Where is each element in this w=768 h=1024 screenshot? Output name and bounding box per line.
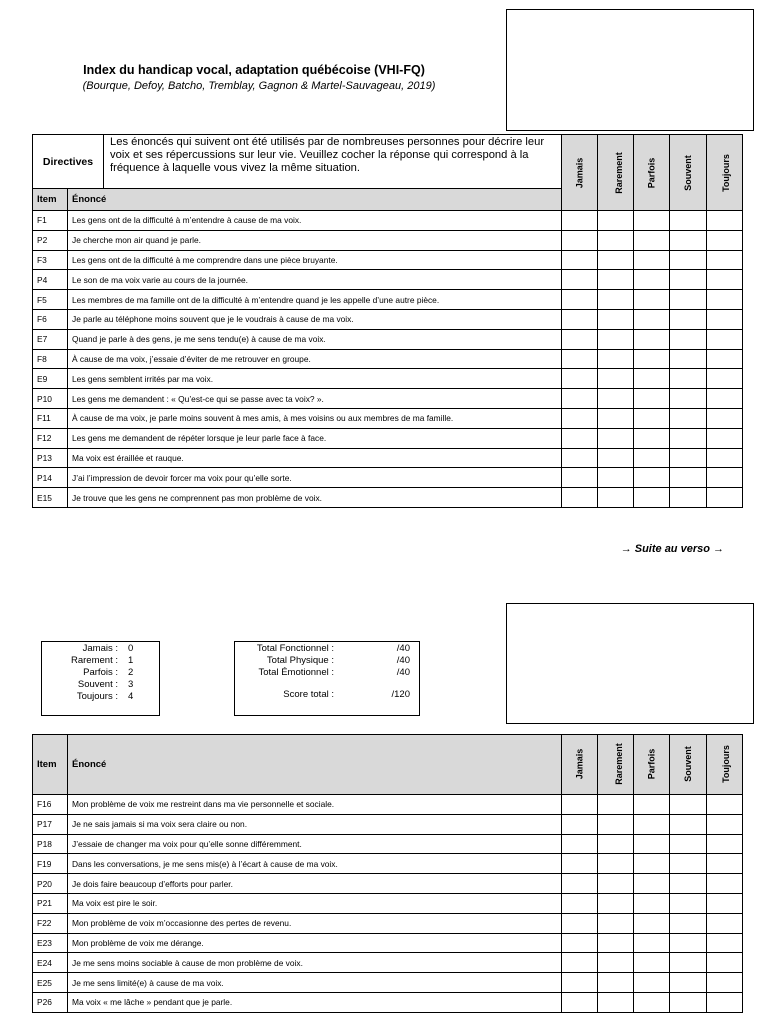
- checkbox-souvent[interactable]: [670, 270, 707, 290]
- checkbox-parfois[interactable]: [634, 488, 670, 508]
- table-row: [33, 992, 743, 1012]
- checkbox-parfois[interactable]: [634, 250, 670, 270]
- checkbox-toujours[interactable]: [707, 230, 743, 250]
- checkbox-jamais[interactable]: [562, 211, 598, 231]
- item-id: F16: [33, 795, 68, 815]
- totals: [236, 643, 410, 701]
- col-rarement: Rarement: [598, 135, 634, 211]
- legend-row: [48, 643, 133, 655]
- item-id: P2: [33, 230, 68, 250]
- table-body-2: [33, 795, 743, 1013]
- table-row: [33, 309, 743, 329]
- checkbox-rarement[interactable]: [598, 468, 634, 488]
- score-total-label: Score total :: [283, 689, 334, 700]
- checkbox-jamais[interactable]: [562, 250, 598, 270]
- total-row: [236, 643, 410, 655]
- item-text: Je cherche mon air quand je parle.: [68, 230, 562, 250]
- item-text: Les gens ont de la difficulté à me comprendre dans une pièce bruyante.: [68, 250, 562, 270]
- item-id: F3: [33, 250, 68, 270]
- directives-label: Directives: [33, 135, 104, 188]
- item-text: J’ai l’impression de devoir forcer ma voix pour qu’elle sorte.: [68, 468, 562, 488]
- checkbox-souvent[interactable]: [670, 211, 707, 231]
- table-row: [33, 349, 743, 369]
- legend-row: [48, 655, 133, 667]
- col-enonce: Énoncé: [68, 735, 562, 795]
- item-text: À cause de ma voix, je parle moins souvent à mes amis, à mes voisins ou aux membres de ma famille.: [68, 408, 562, 428]
- table-row: [33, 211, 743, 231]
- checkbox-rarement[interactable]: [598, 428, 634, 448]
- checkbox-rarement[interactable]: [598, 814, 634, 834]
- checkbox-souvent[interactable]: [670, 389, 707, 409]
- patient-info-box-top[interactable]: [506, 9, 754, 131]
- item-id: P26: [33, 992, 68, 1012]
- checkbox-jamais[interactable]: [562, 448, 598, 468]
- checkbox-rarement[interactable]: [598, 329, 634, 349]
- table-row: [33, 814, 743, 834]
- checkbox-jamais[interactable]: [562, 349, 598, 369]
- checkbox-rarement[interactable]: [598, 369, 634, 389]
- col-toujours: Toujours: [707, 135, 743, 211]
- item-text: Ma voix « me lâche » pendant que je parle.: [68, 992, 562, 1012]
- checkbox-souvent[interactable]: [670, 349, 707, 369]
- directives-text: Les énoncés qui suivent ont été utilisés par de nombreuses personnes pour décrire leur voix et ses répercussions sur leur vie. Veuillez cocher la réponse qui correspond à la fréquence à laquelle vous vivez la même situation.: [110, 136, 545, 174]
- col-jamais: Jamais: [562, 735, 598, 795]
- checkbox-souvent[interactable]: [670, 913, 707, 933]
- checkbox-jamais[interactable]: [562, 290, 598, 310]
- checkbox-souvent[interactable]: [670, 814, 707, 834]
- table-row: [33, 854, 743, 874]
- checkbox-jamais[interactable]: [562, 992, 598, 1012]
- checkbox-toujours[interactable]: [707, 211, 743, 231]
- checkbox-souvent[interactable]: [670, 448, 707, 468]
- table-row: [33, 874, 743, 894]
- legend-value: 0: [128, 643, 134, 654]
- checkbox-souvent[interactable]: [670, 874, 707, 894]
- legend-value: 2: [128, 667, 134, 678]
- item-text: J’essaie de changer ma voix pour qu’elle sonne différemment.: [68, 834, 562, 854]
- checkbox-rarement[interactable]: [598, 250, 634, 270]
- item-text: Je me sens moins sociable à cause de mon problème de voix.: [68, 953, 562, 973]
- item-id: E9: [33, 369, 68, 389]
- item-id: P14: [33, 468, 68, 488]
- item-id: P10: [33, 389, 68, 409]
- checkbox-toujours[interactable]: [707, 814, 743, 834]
- item-text: Je trouve que les gens ne comprennent pas mon problème de voix.: [68, 488, 562, 508]
- col-jamais: Jamais: [562, 135, 598, 211]
- checkbox-parfois[interactable]: [634, 834, 670, 854]
- item-id: F6: [33, 309, 68, 329]
- item-text: Le son de ma voix varie au cours de la journée.: [68, 270, 562, 290]
- checkbox-souvent[interactable]: [670, 834, 707, 854]
- legend-label: Jamais :: [82, 643, 118, 654]
- checkbox-toujours[interactable]: [707, 795, 743, 815]
- item-text: À cause de ma voix, j’essaie d’éviter de me retrouver en groupe.: [68, 349, 562, 369]
- legend-label: Parfois :: [83, 667, 118, 678]
- item-id: E23: [33, 933, 68, 953]
- table-row: [33, 448, 743, 468]
- item-text: Je dois faire beaucoup d’efforts pour parler.: [68, 874, 562, 894]
- col-parfois: Parfois: [634, 135, 670, 211]
- checkbox-parfois[interactable]: [634, 290, 670, 310]
- item-text: Mon problème de voix me restreint dans ma vie personnelle et sociale.: [68, 795, 562, 815]
- checkbox-toujours[interactable]: [707, 389, 743, 409]
- checkbox-souvent[interactable]: [670, 309, 707, 329]
- table-row: [33, 468, 743, 488]
- checkbox-toujours[interactable]: [707, 428, 743, 448]
- item-text: Je parle au téléphone moins souvent que je le voudrais à cause de ma voix.: [68, 309, 562, 329]
- checkbox-souvent[interactable]: [670, 854, 707, 874]
- item-id: E24: [33, 953, 68, 973]
- checkbox-rarement[interactable]: [598, 290, 634, 310]
- checkbox-rarement[interactable]: [598, 389, 634, 409]
- item-id: P20: [33, 874, 68, 894]
- directives-row: [33, 135, 743, 189]
- checkbox-parfois[interactable]: [634, 329, 670, 349]
- checkbox-toujours[interactable]: [707, 992, 743, 1012]
- checkbox-rarement[interactable]: [598, 309, 634, 329]
- checkbox-rarement[interactable]: [598, 408, 634, 428]
- table-row: [33, 834, 743, 854]
- checkbox-jamais[interactable]: [562, 854, 598, 874]
- checkbox-toujours[interactable]: [707, 408, 743, 428]
- total-label: Total Fonctionnel :: [256, 643, 334, 654]
- item-id: F22: [33, 913, 68, 933]
- checkbox-rarement[interactable]: [598, 933, 634, 953]
- checkbox-rarement[interactable]: [598, 893, 634, 913]
- checkbox-jamais[interactable]: [562, 468, 598, 488]
- table-row: [33, 893, 743, 913]
- checkbox-toujours[interactable]: [707, 933, 743, 953]
- table-row: [33, 428, 743, 448]
- checkbox-jamais[interactable]: [562, 933, 598, 953]
- patient-info-box-bottom[interactable]: [506, 603, 754, 724]
- checkbox-toujours[interactable]: [707, 488, 743, 508]
- checkbox-parfois[interactable]: [634, 933, 670, 953]
- col-item: Item: [33, 189, 68, 211]
- checkbox-souvent[interactable]: [670, 290, 707, 310]
- table-row: [33, 795, 743, 815]
- checkbox-jamais[interactable]: [562, 874, 598, 894]
- total-row: [236, 655, 410, 667]
- checkbox-jamais[interactable]: [562, 408, 598, 428]
- checkbox-parfois[interactable]: [634, 389, 670, 409]
- checkbox-jamais[interactable]: [562, 973, 598, 993]
- item-text: Les gens ont de la difficulté à m’entendre à cause de ma voix.: [68, 211, 562, 231]
- checkbox-souvent[interactable]: [670, 230, 707, 250]
- item-id: E25: [33, 973, 68, 993]
- item-id: P18: [33, 834, 68, 854]
- checkbox-souvent[interactable]: [670, 369, 707, 389]
- item-text: Ma voix est pire le soir.: [68, 893, 562, 913]
- questionnaire-table-1: [32, 134, 743, 508]
- checkbox-jamais[interactable]: [562, 270, 598, 290]
- checkbox-rarement[interactable]: [598, 834, 634, 854]
- legend-row: [48, 691, 133, 703]
- col-parfois: Parfois: [634, 735, 670, 795]
- checkbox-parfois[interactable]: [634, 349, 670, 369]
- table-row: [33, 250, 743, 270]
- item-text: Les gens semblent irrités par ma voix.: [68, 369, 562, 389]
- item-text: Les gens me demandent : « Qu’est-ce qui se passe avec ta voix? ».: [68, 389, 562, 409]
- table-row: [33, 913, 743, 933]
- checkbox-jamais[interactable]: [562, 953, 598, 973]
- checkbox-toujours[interactable]: [707, 369, 743, 389]
- legend-value: 4: [128, 691, 134, 702]
- checkbox-parfois[interactable]: [634, 992, 670, 1012]
- checkbox-jamais[interactable]: [562, 893, 598, 913]
- form-title: Index du handicap vocal, adaptation québécoise (VHI-FQ): [83, 63, 425, 77]
- legend-row: [48, 667, 133, 679]
- checkbox-parfois[interactable]: [634, 854, 670, 874]
- checkbox-toujours[interactable]: [707, 270, 743, 290]
- checkbox-rarement[interactable]: [598, 795, 634, 815]
- table-row: [33, 389, 743, 409]
- checkbox-souvent[interactable]: [670, 329, 707, 349]
- col-item: Item: [33, 735, 68, 795]
- score-total-row: [236, 689, 410, 701]
- checkbox-toujours[interactable]: [707, 913, 743, 933]
- total-value: /40: [396, 643, 410, 654]
- checkbox-toujours[interactable]: [707, 290, 743, 310]
- checkbox-rarement[interactable]: [598, 211, 634, 231]
- checkbox-jamais[interactable]: [562, 488, 598, 508]
- col-rarement: Rarement: [598, 735, 634, 795]
- checkbox-rarement[interactable]: [598, 992, 634, 1012]
- checkbox-rarement[interactable]: [598, 349, 634, 369]
- checkbox-jamais[interactable]: [562, 369, 598, 389]
- item-text: Je ne sais jamais si ma voix sera claire ou non.: [68, 814, 562, 834]
- table-row: [33, 270, 743, 290]
- item-id: F8: [33, 349, 68, 369]
- total-value: /40: [396, 655, 410, 666]
- checkbox-parfois[interactable]: [634, 795, 670, 815]
- col-souvent: Souvent: [670, 135, 707, 211]
- checkbox-toujours[interactable]: [707, 349, 743, 369]
- checkbox-toujours[interactable]: [707, 250, 743, 270]
- checkbox-rarement[interactable]: [598, 913, 634, 933]
- checkbox-toujours[interactable]: [707, 953, 743, 973]
- checkbox-toujours[interactable]: [707, 973, 743, 993]
- checkbox-parfois[interactable]: [634, 953, 670, 973]
- item-id: F1: [33, 211, 68, 231]
- item-text: Les membres de ma famille ont de la difficulté à m’entendre quand je les appelle d’une autre pièce.: [68, 290, 562, 310]
- item-text: Quand je parle à des gens, je me sens tendu(e) à cause de ma voix.: [68, 329, 562, 349]
- item-text: Mon problème de voix m’occasionne des pertes de revenu.: [68, 913, 562, 933]
- checkbox-rarement[interactable]: [598, 270, 634, 290]
- checkbox-rarement[interactable]: [598, 953, 634, 973]
- table-row: [33, 933, 743, 953]
- checkbox-souvent[interactable]: [670, 408, 707, 428]
- item-id: F12: [33, 428, 68, 448]
- checkbox-rarement[interactable]: [598, 230, 634, 250]
- checkbox-toujours[interactable]: [707, 854, 743, 874]
- checkbox-jamais[interactable]: [562, 834, 598, 854]
- item-id: P13: [33, 448, 68, 468]
- score-total-value: /120: [391, 689, 410, 700]
- item-text: Dans les conversations, je me sens mis(e) à l’écart à cause de ma voix.: [68, 854, 562, 874]
- checkbox-souvent[interactable]: [670, 973, 707, 993]
- checkbox-parfois[interactable]: [634, 874, 670, 894]
- checkbox-parfois[interactable]: [634, 270, 670, 290]
- item-id: F19: [33, 854, 68, 874]
- checkbox-souvent[interactable]: [670, 428, 707, 448]
- total-value: /40: [396, 667, 410, 678]
- scale-legend: [48, 643, 133, 703]
- checkbox-jamais[interactable]: [562, 230, 598, 250]
- checkbox-jamais[interactable]: [562, 309, 598, 329]
- legend-row: [48, 679, 133, 691]
- table-row: [33, 973, 743, 993]
- total-row: [236, 667, 410, 679]
- table-row: [33, 953, 743, 973]
- total-label: Total Émotionnel :: [258, 667, 334, 678]
- checkbox-parfois[interactable]: [634, 408, 670, 428]
- item-text: Les gens me demandent de répéter lorsque je leur parle face à face.: [68, 428, 562, 448]
- item-id: E7: [33, 329, 68, 349]
- checkbox-toujours[interactable]: [707, 448, 743, 468]
- table-row: [33, 369, 743, 389]
- table-row: [33, 329, 743, 349]
- col-toujours: Toujours: [707, 735, 743, 795]
- item-id: P21: [33, 893, 68, 913]
- checkbox-toujours[interactable]: [707, 329, 743, 349]
- checkbox-parfois[interactable]: [634, 230, 670, 250]
- checkbox-souvent[interactable]: [670, 488, 707, 508]
- legend-value: 3: [128, 679, 134, 690]
- checkbox-parfois[interactable]: [634, 369, 670, 389]
- legend-label: Rarement :: [71, 655, 118, 666]
- checkbox-souvent[interactable]: [670, 893, 707, 913]
- questionnaire-table-2: [32, 734, 743, 1013]
- item-id: P17: [33, 814, 68, 834]
- checkbox-toujours[interactable]: [707, 309, 743, 329]
- form-citation: (Bourque, Defoy, Batcho, Tremblay, Gagnon & Martel-Sauvageau, 2019): [82, 80, 436, 92]
- checkbox-rarement[interactable]: [598, 874, 634, 894]
- item-id: F11: [33, 408, 68, 428]
- table-row: [33, 408, 743, 428]
- checkbox-souvent[interactable]: [670, 468, 707, 488]
- checkbox-souvent[interactable]: [670, 795, 707, 815]
- legend-value: 1: [128, 655, 134, 666]
- checkbox-rarement[interactable]: [598, 488, 634, 508]
- table-row: [33, 488, 743, 508]
- item-text: Ma voix est éraillée et rauque.: [68, 448, 562, 468]
- checkbox-rarement[interactable]: [598, 854, 634, 874]
- checkbox-souvent[interactable]: [670, 933, 707, 953]
- checkbox-jamais[interactable]: [562, 389, 598, 409]
- table-header-row-2: [33, 735, 743, 795]
- checkbox-jamais[interactable]: [562, 814, 598, 834]
- checkbox-souvent[interactable]: [670, 250, 707, 270]
- item-id: P4: [33, 270, 68, 290]
- item-id: F5: [33, 290, 68, 310]
- checkbox-souvent[interactable]: [670, 953, 707, 973]
- table-row: [33, 290, 743, 310]
- checkbox-toujours[interactable]: [707, 893, 743, 913]
- checkbox-parfois[interactable]: [634, 893, 670, 913]
- item-id: E15: [33, 488, 68, 508]
- checkbox-jamais[interactable]: [562, 913, 598, 933]
- col-enonce: Énoncé: [68, 189, 562, 211]
- checkbox-jamais[interactable]: [562, 329, 598, 349]
- checkbox-parfois[interactable]: [634, 211, 670, 231]
- checkbox-parfois[interactable]: [634, 468, 670, 488]
- checkbox-parfois[interactable]: [634, 814, 670, 834]
- item-text: Je me sens limité(e) à cause de ma voix.: [68, 973, 562, 993]
- table-body-1: [33, 211, 743, 508]
- checkbox-toujours[interactable]: [707, 468, 743, 488]
- checkbox-parfois[interactable]: [634, 973, 670, 993]
- checkbox-parfois[interactable]: [634, 428, 670, 448]
- checkbox-jamais[interactable]: [562, 795, 598, 815]
- checkbox-jamais[interactable]: [562, 428, 598, 448]
- item-text: Mon problème de voix me dérange.: [68, 933, 562, 953]
- table-row: [33, 230, 743, 250]
- checkbox-toujours[interactable]: [707, 874, 743, 894]
- checkbox-rarement[interactable]: [598, 448, 634, 468]
- suite-au-verso: → Suite au verso →: [620, 543, 724, 555]
- checkbox-parfois[interactable]: [634, 309, 670, 329]
- legend-label: Souvent :: [77, 679, 118, 690]
- checkbox-parfois[interactable]: [634, 913, 670, 933]
- total-label: Total Physique :: [266, 655, 334, 666]
- checkbox-parfois[interactable]: [634, 448, 670, 468]
- checkbox-toujours[interactable]: [707, 834, 743, 854]
- checkbox-rarement[interactable]: [598, 973, 634, 993]
- col-souvent: Souvent: [670, 735, 707, 795]
- checkbox-souvent[interactable]: [670, 992, 707, 1012]
- legend-label: Toujours :: [76, 691, 118, 702]
